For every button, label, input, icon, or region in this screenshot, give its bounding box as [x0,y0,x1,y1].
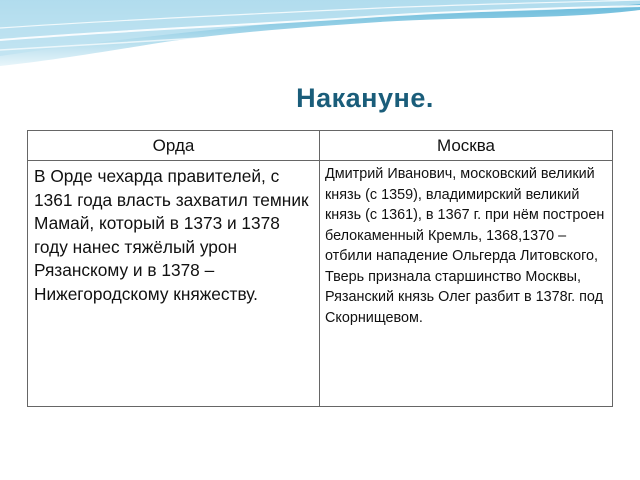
table-header-row [28,131,613,161]
decorative-wave-header [0,0,640,70]
comparison-table [27,130,613,407]
horde-description-cell: В Орде чехарда правителей, с 1361 года власть захватил темник Мамай, который в 1373 и 1378 году нанес тяжёлый урон Рязанскому и в 1378 – Нижегородскому княжеству. [28,161,320,407]
column-header-moscow: Москва [320,131,613,161]
column-header-horde: Орда [28,131,320,161]
table-row [28,161,613,407]
moscow-description-cell: Дмитрий Иванович, московский великий князь (с 1359), владимирский великий князь (с 1361), в 1367 г. при нём построен белокаменный Кремль, 1368,1370 – отбили нападение Ольгерда Литовского, Тверь признала старшинство Москвы, Рязанский князь Олег разбит в 1378г. под Скорнищевом. [320,161,613,407]
slide-title: Накануне. [296,83,434,113]
